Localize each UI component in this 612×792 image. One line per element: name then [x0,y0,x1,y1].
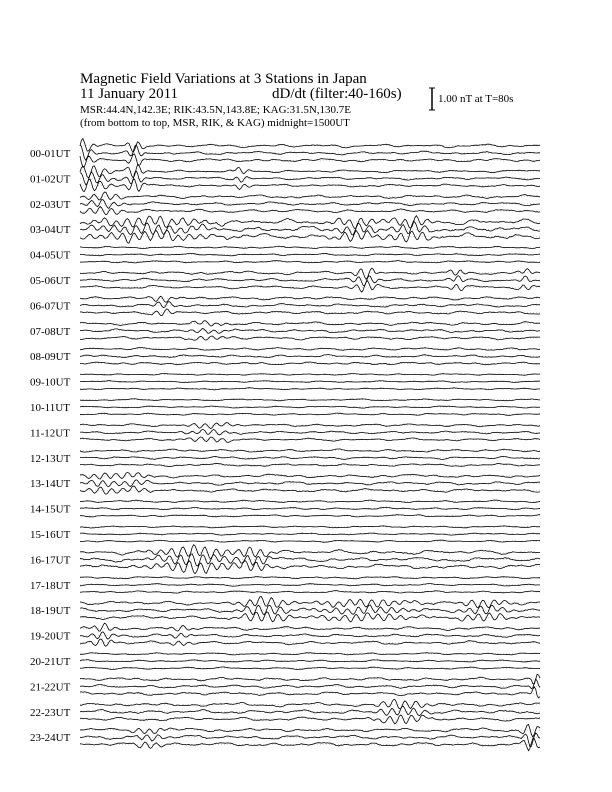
hour-label-21-22UT: 21-22UT [30,681,71,694]
hour-label-06-07UT: 06-07UT [30,300,71,313]
trace-12-13UT-RIK [80,457,540,460]
trace-15-16UT-KAG [80,526,540,528]
hour-label-11-12UT: 11-12UT [30,427,70,440]
trace-00-01UT-RIK [80,145,540,160]
hour-label-12-13UT: 12-13UT [30,452,71,465]
trace-15-16UT-RIK [80,533,540,535]
hour-label-14-15UT: 14-15UT [30,503,71,516]
trace-11-12UT-RIK [80,430,540,435]
trace-03-04UT-MSR [80,230,540,243]
trace-19-20UT-KAG [80,623,540,631]
hour-label-17-18UT: 17-18UT [30,579,71,592]
hour-label-10-11UT: 10-11UT [30,402,70,414]
trace-07-08UT-MSR [80,336,540,340]
trace-18-19UT-KAG [80,596,540,607]
trace-00-01UT-MSR [80,154,540,167]
trace-09-10UT-RIK [80,381,540,383]
trace-15-16UT-MSR [80,540,540,542]
trace-09-10UT-MSR [80,388,540,390]
hour-label-01-02UT: 01-02UT [30,173,71,186]
hour-label-20-21UT: 20-21UT [30,656,71,668]
trace-06-07UT-RIK [80,302,540,308]
trace-02-03UT-KAG [80,192,540,200]
chart-title: Magnetic Field Variations at 3 Stations in Japan [80,71,367,87]
hour-label-00-01UT: 00-01UT [30,148,71,160]
hour-label-18-19UT: 18-19UT [30,605,71,618]
trace-05-06UT-RIK [80,276,540,286]
trace-18-19UT-RIK [80,605,540,615]
hour-label-07-08UT: 07-08UT [30,325,71,338]
trace-21-22UT-MSR [80,687,540,698]
hour-label-05-06UT: 05-06UT [30,275,71,287]
trace-06-07UT-KAG [80,296,540,302]
hour-label-02-03UT: 02-03UT [30,198,71,211]
trace-20-21UT-RIK [80,660,540,662]
trace-12-13UT-KAG [80,449,540,452]
trace-02-03UT-MSR [80,207,540,215]
trace-01-02UT-RIK [80,171,540,185]
trace-16-17UT-KAG [80,545,540,559]
hour-label-15-16UT: 15-16UT [30,529,71,541]
trace-20-21UT-KAG [80,653,540,655]
trace-17-18UT-MSR [80,591,540,594]
trace-04-05UT-KAG [80,246,540,249]
station-order-note: (from bottom to top, MSR, RIK, & KAG) midnight=1500UT [80,117,350,129]
trace-14-15UT-KAG [80,500,540,503]
trace-18-19UT-MSR [80,612,540,622]
trace-14-15UT-RIK [80,507,540,510]
trace-14-15UT-MSR [80,515,540,517]
trace-05-06UT-KAG [80,268,540,279]
trace-06-07UT-MSR [80,309,540,316]
trace-16-17UT-MSR [80,561,540,574]
station-coordinates: MSR:44.4N,142.3E; RIK:43.5N,143.8E; KAG:31.5N,130.7E [80,104,352,116]
hour-label-16-17UT: 16-17UT [30,554,71,567]
hour-label-03-04UT: 03-04UT [30,224,71,237]
trace-08-09UT-KAG [80,347,540,350]
trace-22-23UT-KAG [80,699,540,709]
hour-label-04-05UT: 04-05UT [30,249,71,262]
hour-label-09-10UT: 09-10UT [30,376,71,389]
trace-02-03UT-RIK [80,200,540,209]
scale-label: 1.00 nT at T=80s [438,93,514,105]
trace-00-01UT-KAG [80,139,540,153]
trace-16-17UT-RIK [80,554,540,566]
hour-label-08-09UT: 08-09UT [30,351,71,364]
hour-label-19-20UT: 19-20UT [30,630,71,643]
trace-10-11UT-KAG [80,399,540,401]
chart-quantity: dD/dt (filter:40-160s) [272,86,402,102]
hour-label-22-23UT: 22-23UT [30,706,71,719]
hour-label-23-24UT: 23-24UT [30,732,71,745]
chart-date: 11 January 2011 [80,86,179,102]
trace-22-23UT-RIK [80,706,540,715]
trace-23-24UT-KAG [80,725,540,738]
trace-22-23UT-MSR [80,715,540,724]
trace-05-06UT-MSR [80,281,540,292]
trace-07-08UT-RIK [80,329,540,334]
trace-04-05UT-MSR [80,261,540,263]
trace-07-08UT-KAG [80,321,540,326]
trace-19-20UT-RIK [80,632,540,639]
trace-11-12UT-KAG [80,423,540,429]
hour-label-13-14UT: 13-14UT [30,478,71,491]
trace-08-09UT-RIK [80,355,540,358]
